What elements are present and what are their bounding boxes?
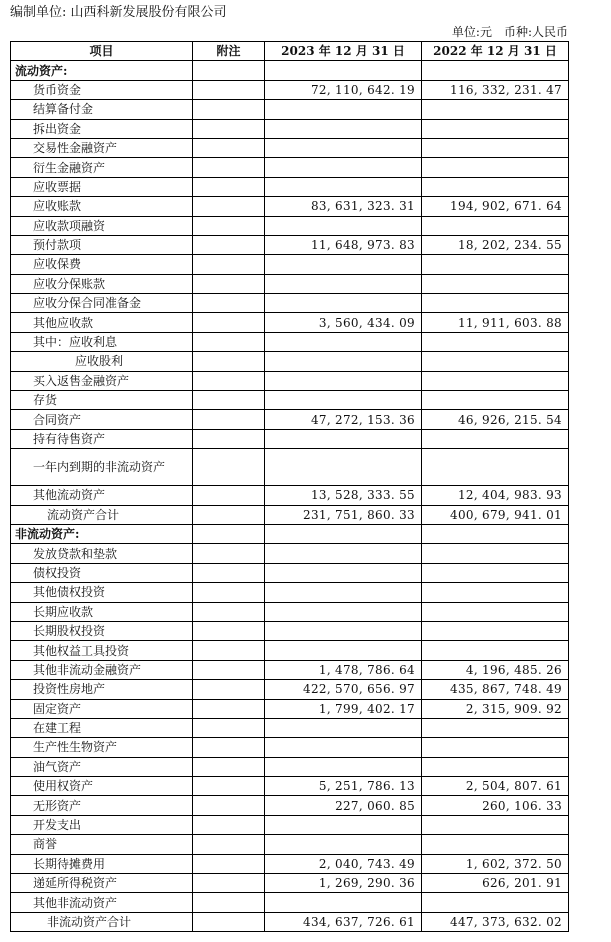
value-2023 xyxy=(265,177,422,196)
value-2023: 11, 648, 973. 83 xyxy=(265,235,422,254)
row-note xyxy=(193,718,265,737)
table-row xyxy=(11,294,569,313)
row-note xyxy=(193,313,265,332)
value-2022 xyxy=(422,274,569,293)
row-label: 应收账款 xyxy=(11,197,193,216)
row-label: 其他权益工具投资 xyxy=(11,641,193,660)
row-label: 其他非流动金融资产 xyxy=(11,660,193,679)
value-2022: 260, 106. 33 xyxy=(422,796,569,815)
row-note xyxy=(193,796,265,815)
value-2023: 422, 570, 656. 97 xyxy=(265,680,422,699)
value-2023 xyxy=(265,641,422,660)
row-note xyxy=(193,912,265,931)
value-2022 xyxy=(422,371,569,390)
value-2023 xyxy=(265,216,422,235)
value-2023 xyxy=(265,119,422,138)
value-2022 xyxy=(422,583,569,602)
row-label: 应收保费 xyxy=(11,255,193,274)
value-2022: 4, 196, 485. 26 xyxy=(422,660,569,679)
value-2023 xyxy=(265,893,422,912)
row-label: 衍生金融资产 xyxy=(11,158,193,177)
row-note xyxy=(193,138,265,157)
row-label: 预付款项 xyxy=(11,235,193,254)
value-2022 xyxy=(422,815,569,834)
value-2022: 11, 911, 603. 88 xyxy=(422,313,569,332)
row-label: 交易性金融资产 xyxy=(11,138,193,157)
balance-sheet-table xyxy=(10,41,569,932)
value-2023 xyxy=(265,391,422,410)
row-note xyxy=(193,235,265,254)
table-row xyxy=(11,757,569,776)
column-header-2023: 2023 年 12 月 31 日 xyxy=(265,42,422,61)
value-2022: 18, 202, 234. 55 xyxy=(422,235,569,254)
row-label: 应收股利 xyxy=(11,352,193,371)
value-2023 xyxy=(265,583,422,602)
table-row xyxy=(11,544,569,563)
row-note xyxy=(193,815,265,834)
value-2022: 46, 926, 215. 54 xyxy=(422,410,569,429)
value-2022 xyxy=(422,893,569,912)
row-note xyxy=(193,777,265,796)
row-note xyxy=(193,100,265,119)
row-note xyxy=(193,563,265,582)
value-2023: 1, 799, 402. 17 xyxy=(265,699,422,718)
table-row xyxy=(11,486,569,505)
value-2022 xyxy=(422,835,569,854)
table-row xyxy=(11,893,569,912)
value-2023 xyxy=(265,100,422,119)
value-2022 xyxy=(422,641,569,660)
row-note xyxy=(193,602,265,621)
value-2022 xyxy=(422,391,569,410)
company-name: 编制单位: 山西科新发展股份有限公司 xyxy=(10,5,227,20)
value-2022: 1, 602, 372. 50 xyxy=(422,854,569,873)
value-2022 xyxy=(422,158,569,177)
row-note xyxy=(193,757,265,776)
table-row xyxy=(11,505,569,524)
table-row xyxy=(11,255,569,274)
value-2023: 2, 040, 743. 49 xyxy=(265,854,422,873)
currency-unit: 单位:元 币种:人民币 xyxy=(451,25,568,39)
section-row xyxy=(11,61,569,80)
row-note xyxy=(193,699,265,718)
column-header-note: 附注 xyxy=(193,42,265,61)
row-label: 油气资产 xyxy=(11,757,193,776)
value-2022 xyxy=(422,738,569,757)
row-note xyxy=(193,660,265,679)
row-label: 应收分保账款 xyxy=(11,274,193,293)
row-note xyxy=(193,410,265,429)
table-row xyxy=(11,854,569,873)
table-row xyxy=(11,138,569,157)
value-2022: 116, 332, 231. 47 xyxy=(422,80,569,99)
row-label: 其他流动资产 xyxy=(11,486,193,505)
table-row xyxy=(11,699,569,718)
table-row xyxy=(11,680,569,699)
row-label: 递延所得税资产 xyxy=(11,874,193,893)
row-note xyxy=(193,80,265,99)
value-2023: 227, 060. 85 xyxy=(265,796,422,815)
table-row xyxy=(11,119,569,138)
value-2023: 72, 110, 642. 19 xyxy=(265,80,422,99)
row-note xyxy=(193,177,265,196)
row-label: 应收票据 xyxy=(11,177,193,196)
value-2023: 13, 528, 333. 55 xyxy=(265,486,422,505)
table-row xyxy=(11,410,569,429)
table-row xyxy=(11,583,569,602)
row-label: 存货 xyxy=(11,391,193,410)
row-note xyxy=(193,352,265,371)
value-2023 xyxy=(265,621,422,640)
value-2023 xyxy=(265,294,422,313)
value-2023: 83, 631, 323. 31 xyxy=(265,197,422,216)
table-row xyxy=(11,738,569,757)
column-header-item: 项目 xyxy=(11,42,193,61)
table-row xyxy=(11,912,569,931)
row-note xyxy=(193,391,265,410)
table-row xyxy=(11,815,569,834)
value-2022: 194, 902, 671. 64 xyxy=(422,197,569,216)
row-label: 生产性生物资产 xyxy=(11,738,193,757)
row-note xyxy=(193,255,265,274)
row-label: 非流动资产: xyxy=(11,524,193,543)
table-row xyxy=(11,602,569,621)
table-row xyxy=(11,777,569,796)
table-row xyxy=(11,197,569,216)
row-note xyxy=(193,274,265,293)
value-2023 xyxy=(265,158,422,177)
value-2023 xyxy=(265,371,422,390)
value-2022: 626, 201. 91 xyxy=(422,874,569,893)
row-note xyxy=(193,524,265,543)
value-2023 xyxy=(265,274,422,293)
value-2023: 1, 478, 786. 64 xyxy=(265,660,422,679)
row-label: 其他非流动资产 xyxy=(11,893,193,912)
row-note xyxy=(193,216,265,235)
row-note xyxy=(193,835,265,854)
value-2022 xyxy=(422,352,569,371)
value-2023 xyxy=(265,449,422,486)
value-2023 xyxy=(265,738,422,757)
value-2022 xyxy=(422,61,569,80)
value-2023 xyxy=(265,544,422,563)
value-2022: 12, 404, 983. 93 xyxy=(422,486,569,505)
table-row xyxy=(11,391,569,410)
table-row xyxy=(11,874,569,893)
value-2022 xyxy=(422,100,569,119)
value-2022 xyxy=(422,524,569,543)
row-note xyxy=(193,294,265,313)
row-note xyxy=(193,583,265,602)
row-label: 商誉 xyxy=(11,835,193,854)
row-note xyxy=(193,544,265,563)
table-row xyxy=(11,352,569,371)
row-label: 发放贷款和垫款 xyxy=(11,544,193,563)
row-label: 开发支出 xyxy=(11,815,193,834)
value-2023: 5, 251, 786. 13 xyxy=(265,777,422,796)
value-2023 xyxy=(265,255,422,274)
value-2022 xyxy=(422,177,569,196)
section-row xyxy=(11,524,569,543)
value-2022 xyxy=(422,119,569,138)
row-label: 无形资产 xyxy=(11,796,193,815)
row-label: 长期待摊费用 xyxy=(11,854,193,873)
value-2023 xyxy=(265,61,422,80)
value-2023 xyxy=(265,815,422,834)
row-label: 长期股权投资 xyxy=(11,621,193,640)
value-2023 xyxy=(265,757,422,776)
row-label: 货币资金 xyxy=(11,80,193,99)
value-2023: 47, 272, 153. 36 xyxy=(265,410,422,429)
row-note xyxy=(193,332,265,351)
row-label: 持有待售资产 xyxy=(11,429,193,448)
value-2022 xyxy=(422,255,569,274)
value-2022 xyxy=(422,563,569,582)
value-2022 xyxy=(422,621,569,640)
value-2022 xyxy=(422,429,569,448)
value-2023: 231, 751, 860. 33 xyxy=(265,505,422,524)
row-label: 买入返售金融资产 xyxy=(11,371,193,390)
table-row xyxy=(11,235,569,254)
row-label: 流动资产: xyxy=(11,61,193,80)
row-label: 在建工程 xyxy=(11,718,193,737)
value-2023 xyxy=(265,352,422,371)
value-2022: 447, 373, 632. 02 xyxy=(422,912,569,931)
row-label: 拆出资金 xyxy=(11,119,193,138)
value-2023 xyxy=(265,602,422,621)
row-note xyxy=(193,197,265,216)
value-2022 xyxy=(422,718,569,737)
value-2023: 3, 560, 434. 09 xyxy=(265,313,422,332)
table-row xyxy=(11,660,569,679)
table-row xyxy=(11,313,569,332)
row-note xyxy=(193,874,265,893)
row-note xyxy=(193,158,265,177)
table-row xyxy=(11,796,569,815)
table-row xyxy=(11,216,569,235)
row-label: 非流动资产合计 xyxy=(11,912,193,931)
value-2022: 2, 315, 909. 92 xyxy=(422,699,569,718)
table-header-row xyxy=(11,42,569,61)
value-2022 xyxy=(422,294,569,313)
table-row xyxy=(11,621,569,640)
row-label: 应收分保合同准备金 xyxy=(11,294,193,313)
row-label: 使用权资产 xyxy=(11,777,193,796)
value-2023 xyxy=(265,429,422,448)
value-2022 xyxy=(422,757,569,776)
row-note xyxy=(193,854,265,873)
table-row xyxy=(11,835,569,854)
row-note xyxy=(193,429,265,448)
row-label: 其他应收款 xyxy=(11,313,193,332)
value-2022 xyxy=(422,138,569,157)
row-label: 固定资产 xyxy=(11,699,193,718)
row-note xyxy=(193,893,265,912)
value-2022: 2, 504, 807. 61 xyxy=(422,777,569,796)
row-note xyxy=(193,621,265,640)
value-2023 xyxy=(265,138,422,157)
row-label: 债权投资 xyxy=(11,563,193,582)
value-2023 xyxy=(265,524,422,543)
value-2022 xyxy=(422,449,569,486)
row-note xyxy=(193,680,265,699)
value-2023: 434, 637, 726. 61 xyxy=(265,912,422,931)
table-row xyxy=(11,563,569,582)
value-2022: 435, 867, 748. 49 xyxy=(422,680,569,699)
row-note xyxy=(193,371,265,390)
value-2022 xyxy=(422,544,569,563)
row-label: 其他债权投资 xyxy=(11,583,193,602)
table-row xyxy=(11,449,569,486)
table-body xyxy=(11,61,569,932)
table-row xyxy=(11,371,569,390)
table-row xyxy=(11,177,569,196)
table-row xyxy=(11,274,569,293)
table-row xyxy=(11,100,569,119)
table-row xyxy=(11,641,569,660)
value-2023: 1, 269, 290. 36 xyxy=(265,874,422,893)
table-row xyxy=(11,332,569,351)
row-note xyxy=(193,449,265,486)
value-2023 xyxy=(265,718,422,737)
row-note xyxy=(193,61,265,80)
value-2022: 400, 679, 941. 01 xyxy=(422,505,569,524)
row-label: 应收款项融资 xyxy=(11,216,193,235)
row-note xyxy=(193,119,265,138)
row-label: 合同资产 xyxy=(11,410,193,429)
table-row xyxy=(11,718,569,737)
value-2023 xyxy=(265,835,422,854)
row-label: 结算备付金 xyxy=(11,100,193,119)
row-note xyxy=(193,641,265,660)
row-label: 一年内到期的非流动资产 xyxy=(11,449,193,486)
row-label: 流动资产合计 xyxy=(11,505,193,524)
row-label: 长期应收款 xyxy=(11,602,193,621)
table-row xyxy=(11,80,569,99)
value-2022 xyxy=(422,332,569,351)
row-note xyxy=(193,505,265,524)
table-row xyxy=(11,429,569,448)
value-2022 xyxy=(422,602,569,621)
row-label: 其中：应收利息 xyxy=(11,332,193,351)
value-2023 xyxy=(265,563,422,582)
row-note xyxy=(193,486,265,505)
row-label: 投资性房地产 xyxy=(11,680,193,699)
value-2022 xyxy=(422,216,569,235)
row-note xyxy=(193,738,265,757)
column-header-2022: 2022 年 12 月 31 日 xyxy=(422,42,569,61)
table-row xyxy=(11,158,569,177)
value-2023 xyxy=(265,332,422,351)
